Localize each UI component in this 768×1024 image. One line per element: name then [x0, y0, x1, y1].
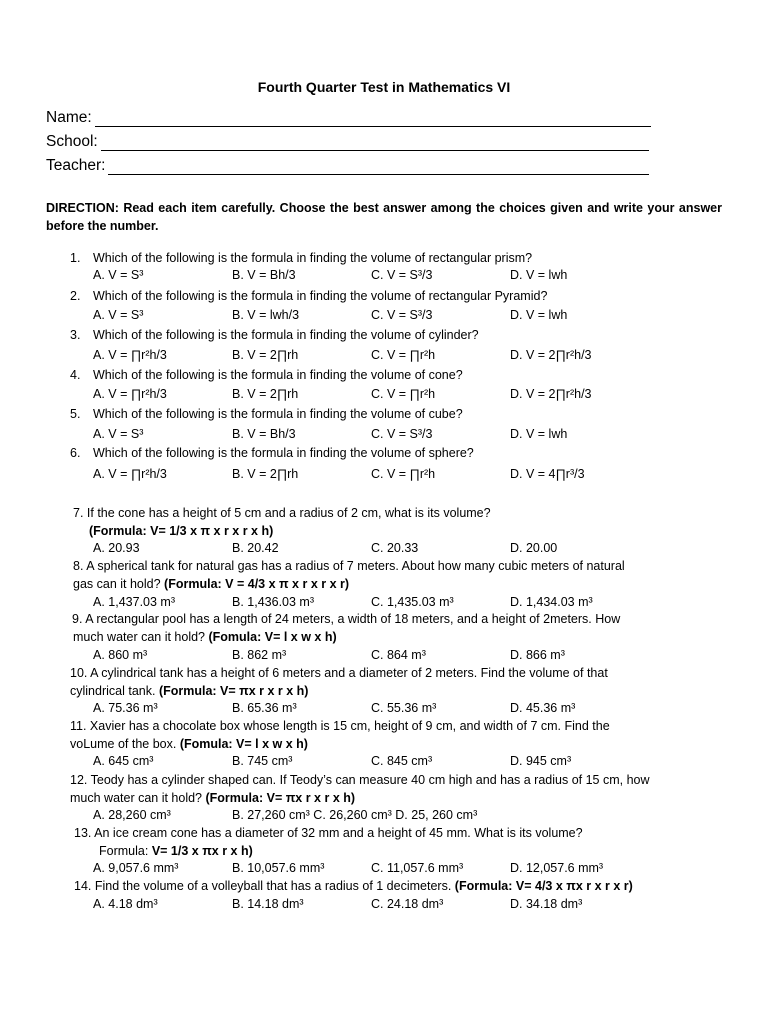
- question-formula: Formula: V= 1/3 x πx r x h): [99, 844, 253, 858]
- question-text: Which of the following is the formula in finding the volume of cube?: [93, 407, 463, 421]
- question-text-continued: cylindrical tank. (Formula: V= πx r x r x h): [70, 684, 309, 698]
- page-title: Fourth Quarter Test in Mathematics VI: [257, 79, 511, 95]
- school-blank-line: [101, 136, 649, 151]
- choice-d: D. V = lwh: [510, 308, 568, 322]
- choice-a: A. 1,437.03 m³: [93, 595, 175, 609]
- choice-a: A. 9,057.6 mm³: [93, 861, 179, 875]
- teacher-label: Teacher:: [46, 157, 106, 174]
- question-text: 10. A cylindrical tank has a height of 6 meters and a diameter of 2 meters. Find the volume of that: [70, 666, 608, 680]
- choice-a: A. 28,260 cm³: [93, 808, 171, 822]
- choice-d: D. 34.18 dm³: [510, 897, 583, 911]
- choice-c: C. V = S³/3: [371, 268, 433, 282]
- choice-a: A. 645 cm³: [93, 754, 154, 768]
- question-text: 9. A rectangular pool has a length of 24 meters, a width of 18 meters, and a height of 2meters. How: [72, 612, 621, 626]
- teacher-field: [46, 157, 649, 175]
- choice-b: B. V = lwh/3: [232, 308, 300, 322]
- question-text: Which of the following is the formula in finding the volume of rectangular prism?: [93, 251, 533, 265]
- choice-c: C. V = S³/3: [371, 308, 433, 322]
- name-field: [46, 109, 651, 127]
- choice-b: B. 14.18 dm³: [232, 897, 304, 911]
- choice-c: C. 1,435.03 m³: [371, 595, 454, 609]
- choice-b: B. 1,436.03 m³: [232, 595, 314, 609]
- choice-b: B. V = 2∏rh: [232, 467, 299, 481]
- choice-b: B. 20.42: [232, 541, 279, 555]
- choice-b: B. V = 2∏rh: [232, 387, 299, 401]
- question-formula: (Formula: V= 1/3 x π x r x r x h): [89, 524, 274, 538]
- question-number: 6.: [70, 446, 81, 460]
- choice-d: D. 20.00: [510, 541, 558, 555]
- choice-a: A. V = S³: [93, 308, 144, 322]
- choice-c: C. V = ∏r²h: [371, 467, 436, 481]
- question-text-continued: much water can it hold? (Formula: V= πx r x r x h): [70, 791, 356, 805]
- choice-b: B. 745 cm³: [232, 754, 293, 768]
- choice-a: A. 75.36 m³: [93, 701, 158, 715]
- choice-a: A. 860 m³: [93, 648, 148, 662]
- question-text: 13. An ice cream cone has a diameter of 32 mm and a height of 45 mm. What is its volume?: [74, 826, 583, 840]
- question-number: 3.: [70, 328, 81, 342]
- question-text: Which of the following is the formula in finding the volume of cylinder?: [93, 328, 479, 342]
- choice-c: C. 11,057.6 mm³: [371, 861, 464, 875]
- choice-d: D. V = 2∏r²h/3: [510, 348, 592, 362]
- question-text: Which of the following is the formula in finding the volume of rectangular Pyramid?: [93, 289, 548, 303]
- choice-d: D. V = lwh: [510, 427, 568, 441]
- choice-c: C. V = S³/3: [371, 427, 433, 441]
- choice-a: A. 4.18 dm³: [93, 897, 158, 911]
- question-number: 1.: [70, 251, 81, 265]
- choice-d: D. V = lwh: [510, 268, 568, 282]
- choice-d: D. 12,057.6 mm³: [510, 861, 604, 875]
- choice-a: A. V = S³: [93, 268, 144, 282]
- question-text: 8. A spherical tank for natural gas has a radius of 7 meters. About how many cubic meters of natural: [73, 559, 625, 573]
- choice-d: D. 1,434.03 m³: [510, 595, 593, 609]
- direction-text: DIRECTION: Read each item carefully. Choose the best answer among the choices given and write your answer before the number.: [46, 201, 722, 233]
- choice-b: B. 862 m³: [232, 648, 287, 662]
- choice-c: C. V = ∏r²h: [371, 387, 436, 401]
- choice-b: B. 65.36 m³: [232, 701, 297, 715]
- choice-d: D. 866 m³: [510, 648, 565, 662]
- choice-c: C. 845 cm³: [371, 754, 433, 768]
- choice-c: C. V = ∏r²h: [371, 348, 436, 362]
- question-text-continued: much water can it hold? (Fomula: V= l x w x h): [73, 630, 337, 644]
- question-text: 14. Find the volume of a volleyball that has a radius of 1 decimeters. (Formula: V= 4/3 x πx r x r x r): [74, 879, 633, 893]
- question-text: 11. Xavier has a chocolate box whose length is 15 cm, height of 9 cm, and width of 7 cm. Find the: [70, 719, 610, 733]
- question-text-continued: gas can it hold? (Formula: V = 4/3 x π x r x r x r): [73, 577, 350, 591]
- choice-b-c-d: B. 27,260 cm³ C. 26,260 cm³ D. 25, 260 cm³: [232, 808, 478, 822]
- choice-d: D. V = 4∏r³/3: [510, 467, 585, 481]
- choice-d: D. 945 cm³: [510, 754, 572, 768]
- question-number: 4.: [70, 368, 81, 382]
- choice-a: A. V = ∏r²h/3: [93, 387, 167, 401]
- teacher-blank-line: [108, 160, 649, 175]
- name-blank-line: [95, 112, 651, 127]
- question-text: Which of the following is the formula in finding the volume of cone?: [93, 368, 463, 382]
- question-text: 7. If the cone has a height of 5 cm and a radius of 2 cm, what is its volume?: [73, 506, 491, 520]
- choice-c: C. 55.36 m³: [371, 701, 437, 715]
- choice-c: C. 20.33: [371, 541, 419, 555]
- name-label: Name:: [46, 109, 92, 126]
- school-label: School:: [46, 133, 98, 150]
- choice-a: A. V = ∏r²h/3: [93, 348, 167, 362]
- choice-a: A. V = S³: [93, 427, 144, 441]
- choice-c: C. 864 m³: [371, 648, 426, 662]
- question-text: Which of the following is the formula in finding the volume of sphere?: [93, 446, 474, 460]
- question-number: 2.: [70, 289, 81, 303]
- choice-a: A. 20.93: [93, 541, 140, 555]
- choice-a: A. V = ∏r²h/3: [93, 467, 167, 481]
- question-number: 5.: [70, 407, 81, 421]
- choice-b: B. V = 2∏rh: [232, 348, 299, 362]
- choice-c: C. 24.18 dm³: [371, 897, 444, 911]
- choice-d: D. 45.36 m³: [510, 701, 576, 715]
- choice-b: B. 10,057.6 mm³: [232, 861, 325, 875]
- school-field: [46, 133, 649, 151]
- choice-b: B. V = Bh/3: [232, 427, 296, 441]
- question-text-continued: voLume of the box. (Fomula: V= l x w x h): [70, 737, 308, 751]
- question-text: 12. Teody has a cylinder shaped can. If Teody’s can measure 40 cm high and has a radius of 15 cm, how: [70, 773, 650, 787]
- choice-d: D. V = 2∏r²h/3: [510, 387, 592, 401]
- choice-b: B. V = Bh/3: [232, 268, 296, 282]
